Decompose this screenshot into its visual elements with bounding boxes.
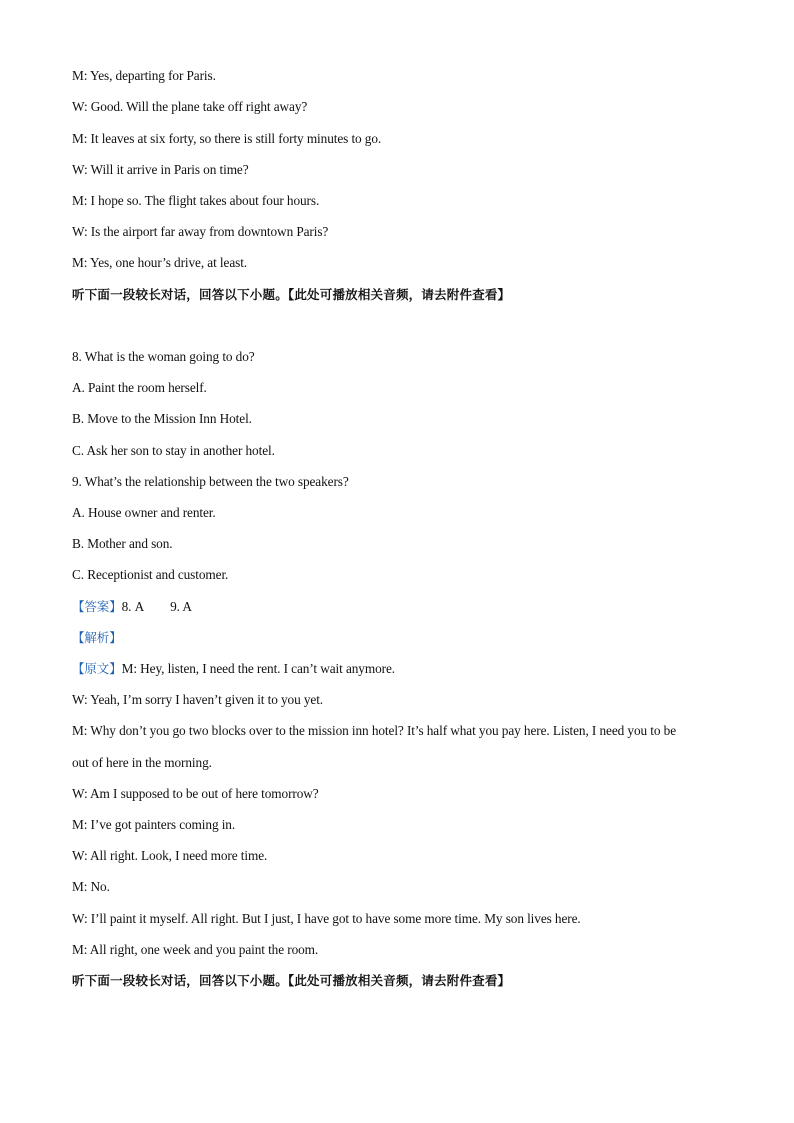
transcript-line: out of here in the morning. (72, 755, 212, 770)
dialogue-line: W: Is the airport far away from downtown Paris? (72, 224, 329, 239)
answer-line (72, 598, 192, 616)
answer-8: 8. A (121, 599, 145, 614)
dialogue-line: M: I hope so. The flight takes about four hours. (72, 193, 320, 208)
audio-instruction: 听下面一段较长对话，回答以下小题。【此处可播放相关音频，请去附件查看】 (72, 973, 511, 988)
question-8: 8. What is the woman going to do? (72, 349, 255, 364)
analysis-label: 【解析】 (72, 630, 122, 645)
dialogue-line: M: Yes, departing for Paris. (72, 68, 216, 83)
transcript-line: W: All right. Look, I need more time. (72, 848, 268, 863)
transcript-line: W: Am I supposed to be out of here tomorrow? (72, 786, 319, 801)
dialogue-line: W: Will it arrive in Paris on time? (72, 162, 249, 177)
transcript-line: M: Hey, listen, I need the rent. I can’t wait anymore. (121, 661, 395, 676)
analysis-line (72, 629, 122, 647)
option-9c: C. Receptionist and customer. (72, 567, 229, 582)
dialogue-line: M: It leaves at six forty, so there is still forty minutes to go. (72, 131, 382, 146)
question-9: 9. What’s the relationship between the two speakers? (72, 474, 349, 489)
transcript-line: M: Why don’t you go two blocks over to the mission inn hotel? It’s half what you pay here. Listen, I need you to be (72, 723, 676, 738)
original-first-line (72, 660, 395, 678)
option-8a: A. Paint the room herself. (72, 380, 207, 395)
transcript-line: M: All right, one week and you paint the room. (72, 942, 319, 957)
transcript-line: W: I’ll paint it myself. All right. But I just, I have got to have some more time. My son lives here. (72, 911, 581, 926)
transcript-line: M: No. (72, 879, 110, 894)
dialogue-line: M: Yes, one hour’s drive, at least. (72, 255, 248, 270)
option-9b: B. Mother and son. (72, 536, 173, 551)
original-label: 【原文】 (72, 661, 122, 676)
transcript-line: M: I’ve got painters coming in. (72, 817, 236, 832)
option-8c: C. Ask her son to stay in another hotel. (72, 443, 275, 458)
option-8b: B. Move to the Mission Inn Hotel. (72, 411, 252, 426)
dialogue-line: W: Good. Will the plane take off right away? (72, 99, 308, 114)
answer-label: 【答案】 (72, 599, 122, 614)
audio-instruction: 听下面一段较长对话，回答以下小题。【此处可播放相关音频，请去附件查看】 (72, 287, 511, 302)
answer-9: 9. A (170, 599, 192, 614)
transcript-line: W: Yeah, I’m sorry I haven’t given it to you yet. (72, 692, 324, 707)
option-9a: A. House owner and renter. (72, 505, 216, 520)
